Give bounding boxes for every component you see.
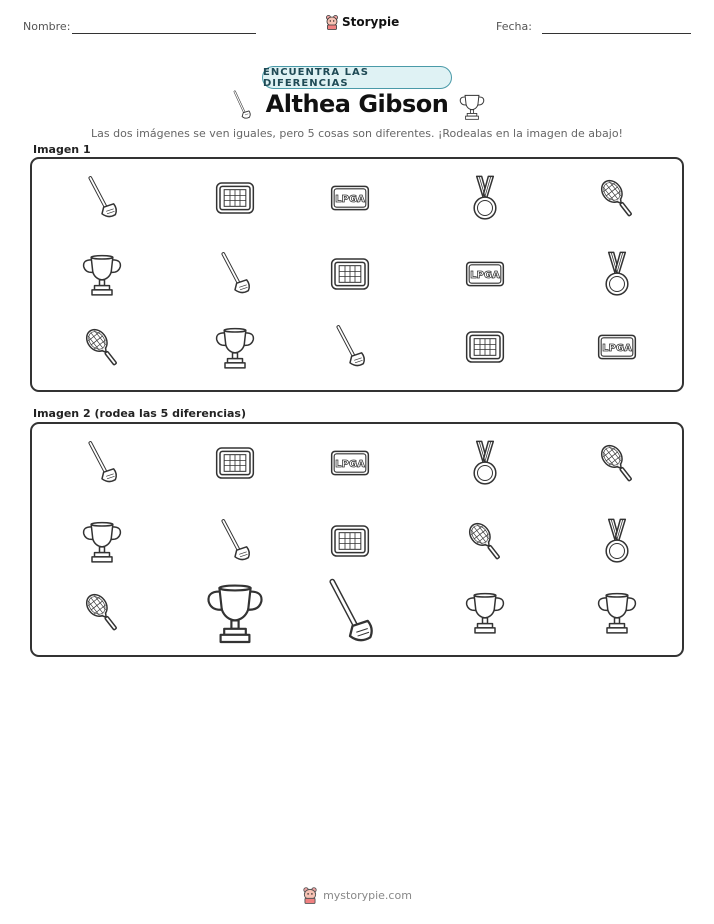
golf-club-icon[interactable] — [210, 516, 260, 566]
trophy-icon[interactable] — [77, 516, 127, 566]
tennis-racket-icon[interactable] — [460, 516, 510, 566]
lpga-sign-icon — [325, 173, 375, 223]
lpga-sign-icon — [592, 322, 642, 372]
trophy-icon — [456, 90, 488, 122]
medal-icon — [592, 249, 642, 299]
scoreboard-icon — [210, 173, 260, 223]
bear-icon — [325, 14, 339, 30]
golf-club-icon[interactable] — [77, 438, 127, 488]
trophy-icon — [77, 249, 127, 299]
date-line[interactable] — [542, 33, 691, 34]
tennis-racket-icon[interactable] — [77, 587, 127, 637]
lpga-sign-icon[interactable] — [325, 438, 375, 488]
golf-club-icon — [77, 173, 127, 223]
date-label: Fecha: — [496, 20, 532, 33]
scoreboard-icon[interactable] — [325, 516, 375, 566]
lpga-sign-icon — [460, 249, 510, 299]
panel-1-label: Imagen 1 — [33, 143, 91, 156]
panel-2-label: Imagen 2 (rodea las 5 diferencias) — [33, 407, 247, 420]
golf-club-icon[interactable] — [312, 574, 388, 650]
svg-text:LPGA: LPGA — [602, 343, 632, 355]
scoreboard-icon — [460, 322, 510, 372]
medal-icon — [460, 173, 510, 223]
medal-icon[interactable] — [460, 438, 510, 488]
tennis-racket-icon[interactable] — [592, 438, 642, 488]
name-line[interactable] — [72, 33, 256, 34]
medal-icon[interactable] — [592, 516, 642, 566]
golf-club-icon — [210, 249, 260, 299]
footer — [0, 886, 714, 904]
svg-text:LPGA: LPGA — [335, 194, 365, 206]
tennis-racket-icon — [592, 173, 642, 223]
brand-name: Storypie — [342, 15, 400, 29]
trophy-icon — [210, 322, 260, 372]
page-title: Althea Gibson — [265, 90, 449, 118]
scoreboard-icon[interactable] — [210, 438, 260, 488]
golf-club-icon — [325, 322, 375, 372]
name-label: Nombre: — [23, 20, 71, 33]
scoreboard-icon — [325, 249, 375, 299]
instructions: Las dos imágenes se ven iguales, pero 5 cosas son diferentes. ¡Rodealas en la imagen de abajo! — [91, 127, 623, 140]
trophy-icon[interactable] — [592, 587, 642, 637]
activity-badge: ENCUENTRA LAS DIFERENCIAS — [262, 66, 452, 89]
svg-text:LPGA: LPGA — [470, 270, 500, 282]
trophy-icon[interactable] — [199, 576, 271, 648]
footer-url: mystorypie.com — [323, 888, 412, 902]
tennis-racket-icon — [77, 322, 127, 372]
trophy-icon[interactable] — [460, 587, 510, 637]
bear-icon — [302, 886, 318, 904]
svg-text:LPGA: LPGA — [335, 459, 365, 471]
storypie-logo — [325, 14, 399, 30]
